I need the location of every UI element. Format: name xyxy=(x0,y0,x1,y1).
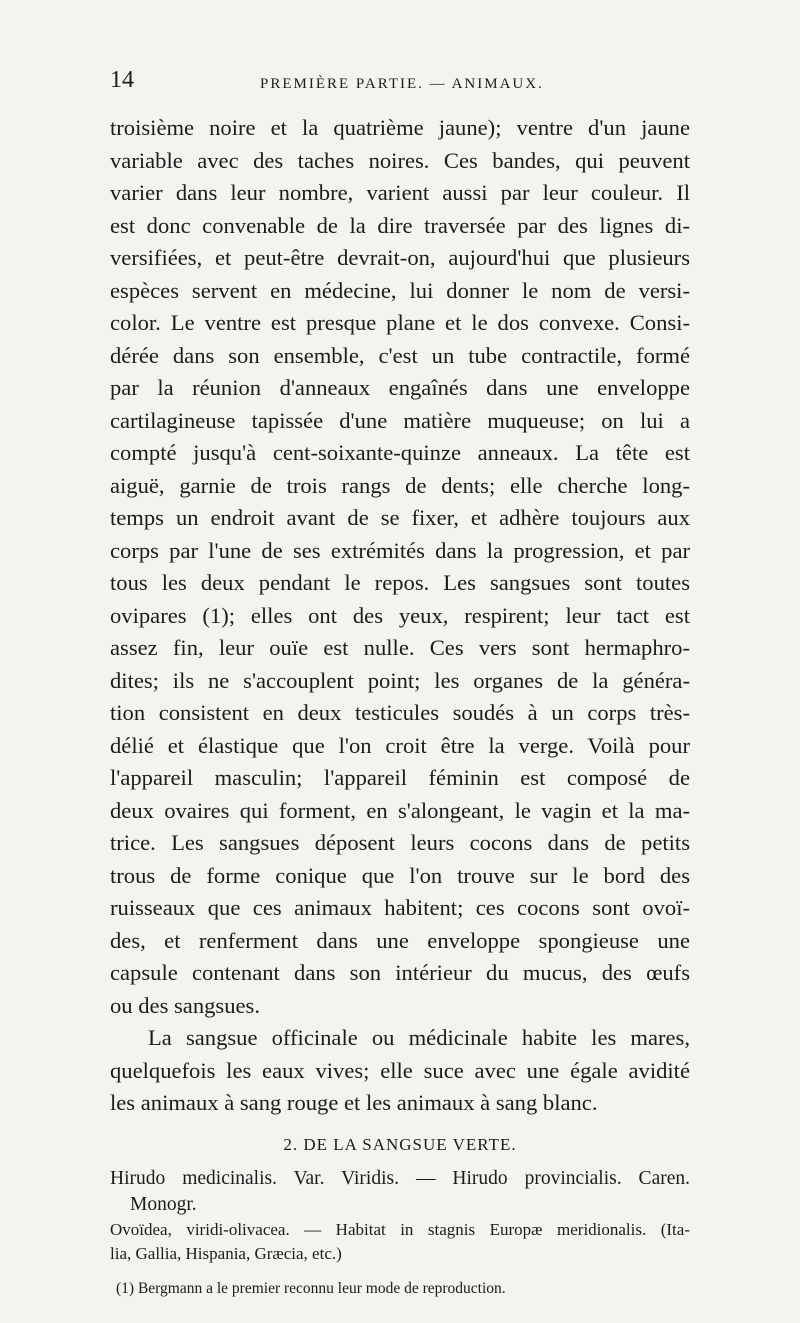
text-line: trous de forme conique que l'on trouve sur le bord des xyxy=(110,862,690,888)
text-line: corps par l'une de ses extrémités dans la progression, et par xyxy=(110,537,690,563)
text-line: assez fin, leur ouïe est nulle. Ces vers sont hermaphro- xyxy=(110,635,690,660)
diagnosis-line: Ovoïdea, viridi-olivacea. — Habitat in stagnis Europæ meridionalis. (Ita- xyxy=(110,1219,690,1239)
text-line: est donc convenable de la dire traversée par des lignes di- xyxy=(110,212,690,238)
page-body xyxy=(110,112,690,1300)
text-line: variable avec des taches noires. Ces bandes, qui peuvent xyxy=(110,147,690,173)
paragraph-1 xyxy=(110,112,690,1022)
section-heading: 2. DE LA SANGSUE VERTE. xyxy=(283,1134,517,1154)
text-line: par la réunion d'anneaux engaînés dans une enveloppe xyxy=(110,375,690,400)
text-line: espèces servent en médecine, lui donner le nom de versi- xyxy=(110,277,690,303)
text-line: l'appareil masculin; l'appareil féminin est composé de xyxy=(110,765,690,790)
synonymy-line: Hirudo medicinalis. Var. Viridis. — Hirudo provincialis. Caren. xyxy=(110,1167,690,1189)
text-line: quelquefois les eaux vives; elle suce avec une égale avidité xyxy=(110,1057,690,1083)
text-line: compté jusqu'à cent-soixante-quinze anneaux. La tête est xyxy=(110,440,690,465)
text-line: troisième noire et la quatrième jaune); ventre d'un jaune xyxy=(110,115,690,140)
synonymy-line: Monogr. xyxy=(130,1193,197,1215)
diagnosis-line: lia, Gallia, Hispania, Græcia, etc.) xyxy=(110,1243,342,1263)
running-title: PREMIÈRE PARTIE. — ANIMAUX. xyxy=(260,76,544,92)
text-line: dites; ils ne s'accouplent point; les organes de la généra- xyxy=(110,667,690,693)
text-line: aiguë, garnie de trois rangs de dents; elle cherche long- xyxy=(110,472,690,498)
text-line: versifiées, et peut-être devrait-on, aujourd'hui que plusieurs xyxy=(110,245,690,270)
text-line: La sangsue officinale ou médicinale habite les mares, xyxy=(148,1025,690,1050)
text-line: tion consistent en deux testicules soudés à un corps très- xyxy=(110,700,690,725)
text-line: color. Le ventre est presque plane et le dos convexe. Consi- xyxy=(110,310,690,335)
text-line: deux ovaires qui forment, en s'alongeant, le vagin et la ma- xyxy=(110,797,690,823)
text-line: ruisseaux que ces animaux habitent; ces cocons sont ovoï- xyxy=(110,895,690,920)
latin-synonymy xyxy=(110,1166,690,1218)
text-line: trice. Les sangsues déposent leurs cocons dans de petits xyxy=(110,830,690,855)
latin-diagnosis xyxy=(110,1218,690,1266)
text-line: des, et renferment dans une enveloppe spongieuse une xyxy=(110,927,690,953)
text-line: varier dans leur nombre, varient aussi par leur couleur. Il xyxy=(110,180,690,205)
footnote: (1) Bergmann a le premier reconnu leur mode de reproduction. xyxy=(116,1279,506,1297)
paragraph-2 xyxy=(110,1022,690,1120)
text-line: ou des sangsues. xyxy=(110,992,260,1018)
text-line: ovipares (1); elles ont des yeux, respirent; leur tact est xyxy=(110,602,690,628)
text-line: dérée dans son ensemble, c'est un tube contractile, formé xyxy=(110,342,690,368)
text-line: tous les deux pendant le repos. Les sangsues sont toutes xyxy=(110,570,690,595)
text-line: cartilagineuse tapissée d'une matière muqueuse; on lui a xyxy=(110,407,690,433)
page-number: 14 xyxy=(110,67,134,93)
text-line: temps un endroit avant de se fixer, et adhère toujours aux xyxy=(110,505,690,530)
text-line: les animaux à sang rouge et les animaux à sang blanc. xyxy=(110,1090,598,1115)
text-line: délié et élastique que l'on croit être la verge. Voilà pour xyxy=(110,732,690,758)
text-line: capsule contenant dans son intérieur du mucus, des œufs xyxy=(110,960,690,985)
